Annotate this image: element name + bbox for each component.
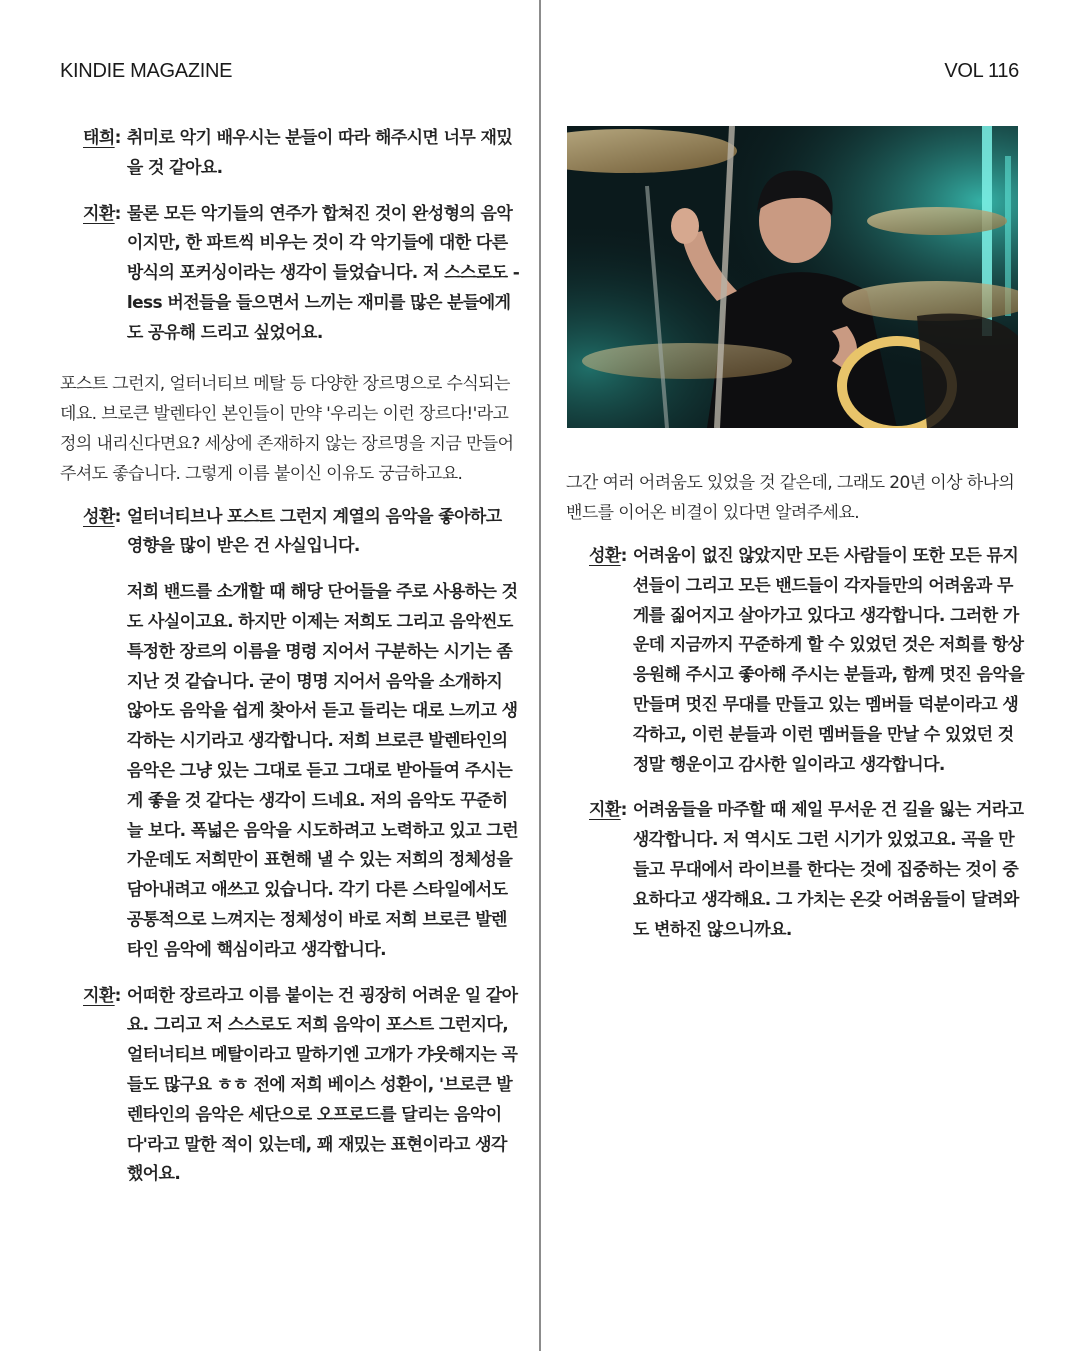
answer-block (83, 124, 522, 184)
magazine-title: KINDIE MAGAZINE (60, 60, 233, 82)
answer-block (83, 503, 522, 966)
interview-question: 그간 여러 어려움도 있었을 것 같은데, 그래도 20년 이상 하나의 밴드를 이어온 비결이 있다면 알려주세요. (566, 473, 1015, 523)
answer-text (121, 503, 522, 966)
speaker-name: 성환 (83, 506, 115, 527)
speaker-label: 성환: (589, 546, 627, 566)
answer-paragraph: 취미로 악기 배우시는 분들이 따라 해주시면 너무 재밌을 것 같아요. (126, 128, 513, 178)
drummer-photo-illustration (567, 126, 1018, 428)
speaker-name: 지환 (83, 985, 115, 1006)
answer-text (627, 542, 1028, 780)
speaker-label: 성환: (83, 506, 121, 527)
speaker-name: 지환 (589, 800, 621, 821)
answer-paragraph: 어려움이 없진 않았지만 모든 사람들이 또한 모든 뮤지션들이 그리고 모든 밴드들이 각자들만의 어려움과 무게를 짊어지고 살아가고 있다고 생각합니다. 그러한 가운데 지금까지 꾸준하게 할 수 있었던 것은 저희를 항상 응원해 주시고 좋아해 주시는 분들과, 함께 멋진 음악을 만들며 멋진 무대를 만들고 있는 멤버들 덕분이라고 생각하고, 이런 분들과 이런 멤버들을 만날 수 있었던 것 정말 행운이고 감사한 일이라고 생각합니다. (632, 546, 1025, 775)
answer-text (627, 796, 1028, 945)
answer-block (589, 542, 1028, 780)
interview-question: 포스트 그런지, 얼터너티브 메탈 등 다양한 장르명으로 수식되는데요. 브로큰 발렌타인 본인들이 만약 '우리는 이런 장르다!'라고 정의 내리신다면요? 세상에 존재하지 않는 장르명을 지금 만들어주셔도 좋습니다. 그렇게 이름 붙이신 이유도 궁금하고요. (60, 373, 514, 484)
answer-paragraph: 물론 모든 악기들의 연주가 합쳐진 것이 완성형의 음악이지만, 한 파트씩 비우는 것이 각 악기들에 대한 다른 방식의 포커싱이라는 생각이 들었습니다. 저 스스로도 -less 버전들을 들으면서 느끼는 재미를 많은 분들에게도 공유해 드리고 싶었어요. (126, 203, 520, 343)
speaker-label: 지환: (589, 800, 627, 821)
right-column (566, 468, 1028, 961)
answer-paragraph: 저희 밴드를 소개할 때 해당 단어들을 주로 사용하는 것도 사실이고요. 하지만 이제는 저희도 그리고 음악씬도 특정한 장르의 이름을 명령 지어서 구분하는 시기는 좀 지난 것 같습니다. 굳이 명명 지어서 음악을 소개하지 않아도 음악을 쉽게 찾아서 듣고 들리는 대로 느끼고 생각하는 시기라고 생각합니다. 저희 브로큰 발렌타인의 음악은 그냥 있는 그대로 듣고 그대로 받아들여 주시는 게 좋을 것 같다는 생각이 드네요. 저의 음악도 꾸준히 늘 보다. 폭넓은 음악을 시도하려고 노력하고 있고 그런 가운데도 저희만이 표현해 낼 수 있는 저희의 정체성을 담아내려고 애쓰고 있습니다. 각기 다른 스타일에서도 공통적으로 느껴지는 정체성이 바로 저희 브로큰 발렌타인 음악에 핵심이라고 생각합니다. (126, 582, 519, 960)
left-column (60, 124, 522, 1206)
answer-block (83, 982, 522, 1191)
answer-text (121, 982, 522, 1191)
column-divider (539, 0, 541, 1351)
answer-text (121, 124, 522, 184)
speaker-name: 태희 (83, 128, 115, 148)
answer-block (83, 200, 522, 349)
speaker-label: 태희: (83, 128, 121, 148)
answer-paragraph: 얼터너티브나 포스트 그런지 계열의 음악을 좋아하고 영향을 많이 받은 건 사실입니다. (126, 506, 502, 557)
speaker-name: 지환 (83, 203, 115, 224)
volume-label: VOL 116 (944, 60, 1019, 82)
answer-paragraph: 어떠한 장르라고 이름 붙이는 건 굉장히 어려운 일 같아요. 그리고 저 스스로도 저희 음악이 포스트 그런지다, 얼터너티브 메탈이라고 말하기엔 고개가 갸웃해지는 곡들도 많구요 ㅎㅎ 전에 저희 베이스 성환이, '브로큰 발렌타인의 음악은 세단으로 오프로드를 달리는 음악이다'라고 말한 적이 있는데, 꽤 재밌는 표현이라고 생각했어요. (126, 985, 518, 1185)
speaker-name: 성환 (589, 546, 621, 566)
answer-paragraph: 어려움들을 마주할 때 제일 무서운 건 길을 잃는 거라고 생각합니다. 저 역시도 그런 시기가 있었고요. 곡을 만들고 무대에서 라이브를 한다는 것에 집중하는 것이 중요하다고 생각해요. 그 가치는 온갖 어려움들이 달려와도 변하진 않으니까요. (632, 800, 1024, 940)
answer-block (589, 796, 1028, 945)
speaker-label: 지환: (83, 985, 121, 1006)
speaker-label: 지환: (83, 203, 121, 224)
answer-text (121, 200, 522, 349)
drummer-photo (567, 126, 1018, 428)
